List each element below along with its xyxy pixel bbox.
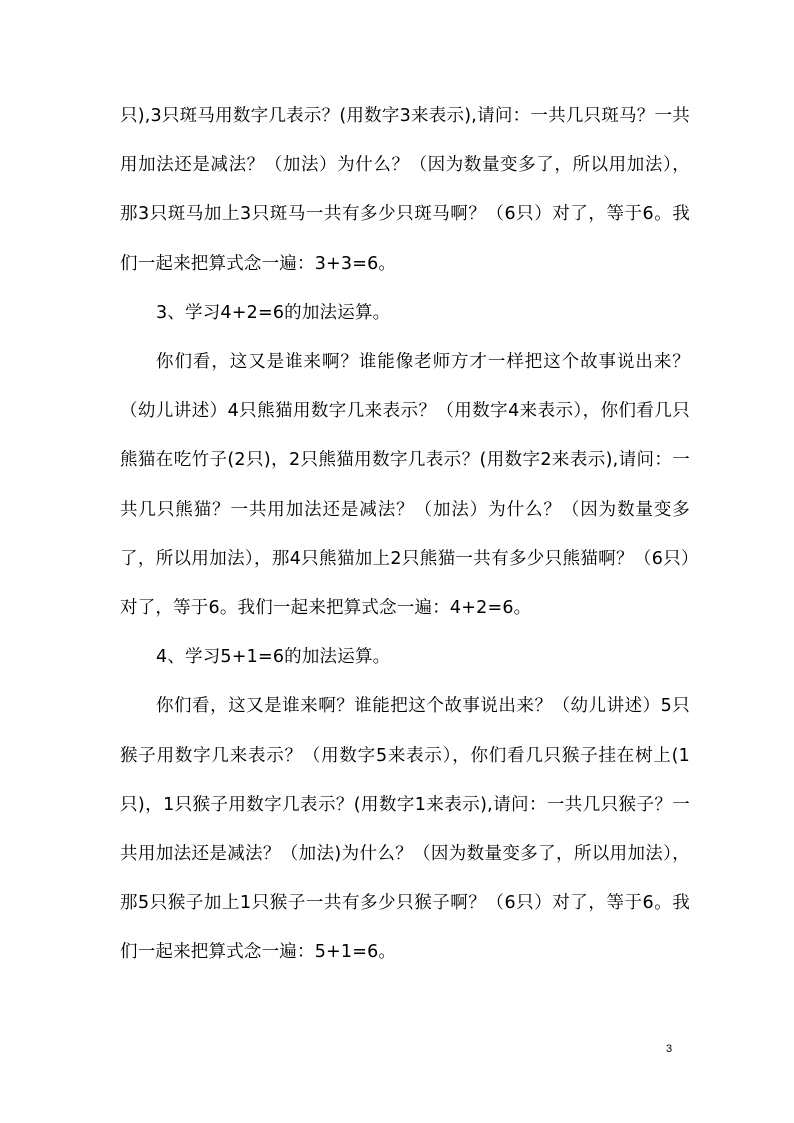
- paragraph-panda: 你们看，这又是谁来啊？谁能像老师方才一样把这个故事说出来？（幼儿讲述）4只熊猫用数字几来表示？（用数字4来表示），你们看几只熊猫在吃竹子(2只)，2只熊猫用数字几表示？(用数字2来表示),请问：一共几只熊猫？一共用加法还是减法？（加法）为什么？（因为数量变多了，所以用加法），那4只熊猫加上2只熊猫一共有多少只熊猫啊？（6只）对了，等于6。我们一起来把算式念一遍：4+2=6。: [120, 352, 690, 619]
- paragraph-monkey: 你们看，这又是谁来啊？谁能把这个故事说出来？（幼儿讲述）5只猴子用数字几来表示？（用数字5来表示），你们看几只猴子挂在树上(1只)，1只猴子用数字几表示？(用数字1来表示),请问：一共几只猴子？一共用加法还是减法？（加法)为什么？（因为数量变多了，所以用加法），那5只猴子加上1只猴子一共有多少只猴子啊？（6只）对了，等于6。我们一起来把算式念一遍：5+1=6。: [120, 696, 690, 963]
- body-text: [120, 92, 690, 978]
- page-number: 3: [666, 1043, 673, 1055]
- section-heading-4: 4、学习5+1=6的加法运算。: [156, 647, 391, 668]
- section-heading-3: 3、学习4+2=6的加法运算。: [156, 302, 391, 323]
- paragraph-continuation: 只),3只斑马用数字几表示？(用数字3来表示),请问：一共几只斑马？一共用加法还是减法？（加法）为什么？（因为数量变多了，所以用加法），那3只斑马加上3只斑马一共有多少只斑马啊？（6只）对了，等于6。我们一起来把算式念一遍：3+3=6。: [120, 106, 690, 274]
